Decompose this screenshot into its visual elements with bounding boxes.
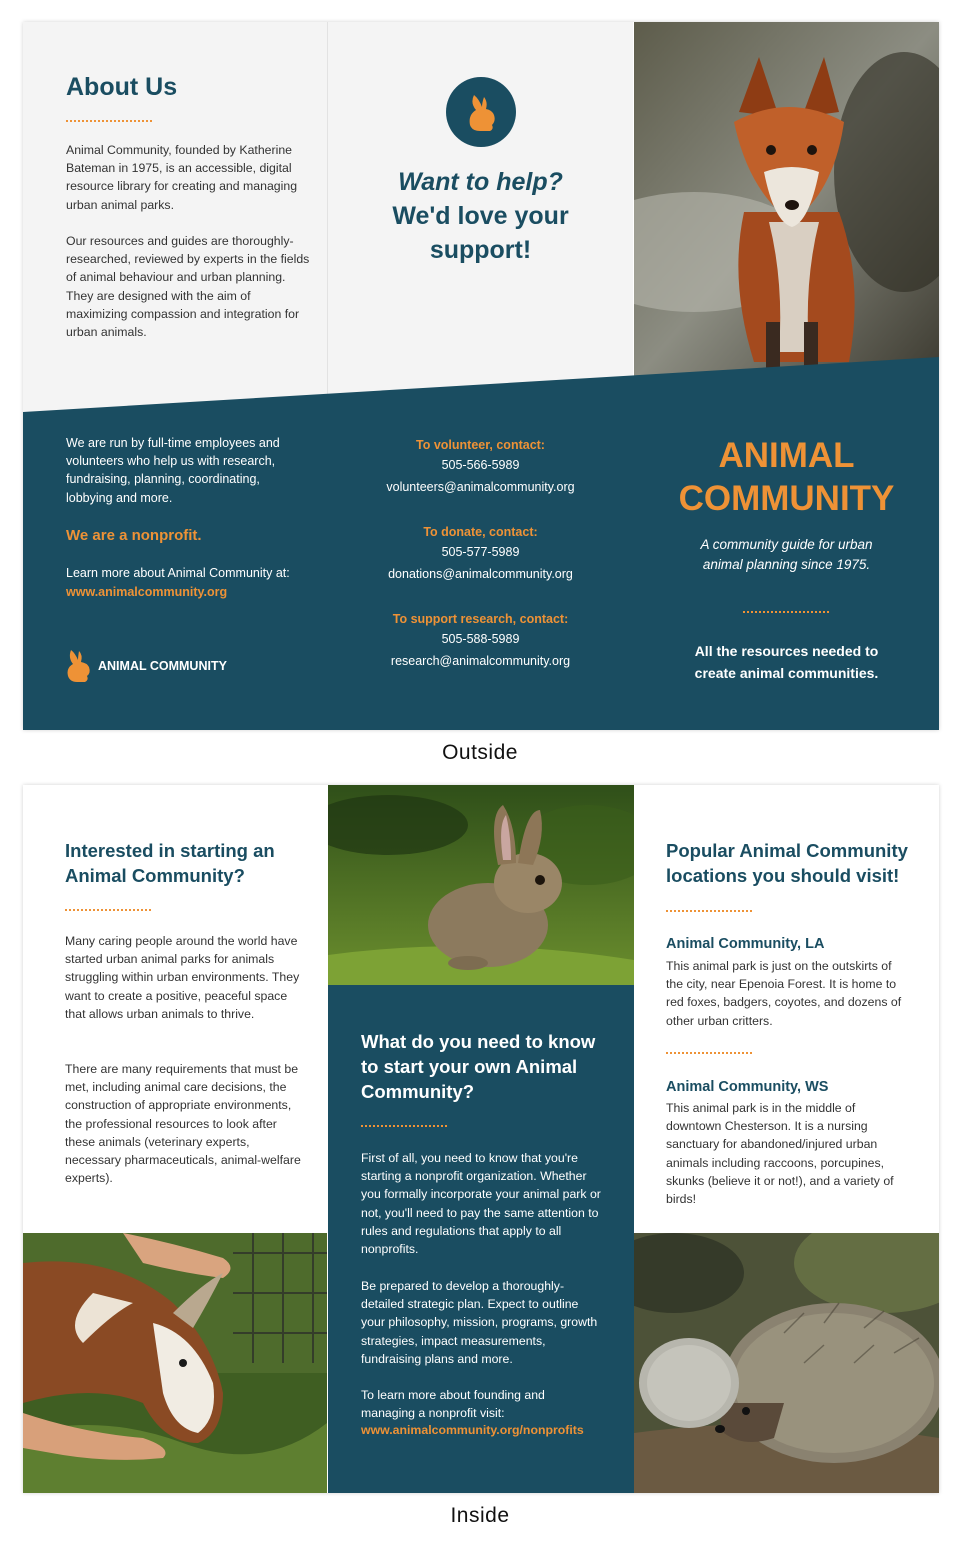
outside-label: Outside [442, 741, 518, 764]
contact-phone[interactable]: 505-577-5989 [441, 545, 520, 559]
cover-divider [743, 611, 829, 613]
contact-volunteer [328, 436, 633, 523]
logo-text: ANIMAL COMMUNITY [98, 659, 227, 673]
contact-email[interactable]: volunteers@animalcommunity.org [386, 480, 575, 494]
help-line-1: Want to help? [398, 168, 563, 196]
hedgehog-photo [634, 1233, 939, 1493]
brochure-outside [23, 22, 939, 730]
rabbit-photo [328, 785, 634, 985]
rabbit-icon [63, 648, 93, 684]
location-name-la: Animal Community, LA [666, 936, 825, 952]
location-divider [666, 1052, 752, 1054]
popular-heading: Popular Animal Community locations you should visit! [666, 840, 908, 886]
location-name-ws: Animal Community, WS [666, 1079, 829, 1095]
nonprofit-text: We are a nonprofit. [66, 527, 202, 544]
inside-label: Inside [450, 1504, 510, 1527]
location-text-ws: This animal park is in the middle of downtown Chesterson. It is a nursing sanctuary for abandoned/injured urban animals including raccoons, porcupines, skunks (believe it or not!), and a variety of birds! [666, 1101, 894, 1207]
interested-paragraph-2: There are many requirements that must be met, including animal care decisions, the construction of appropriate environments, the professional resources to look after these animals (veterinary experts, necessary pharmaceuticals, animal-welfare experts). [65, 1062, 301, 1186]
about-heading: About Us [66, 73, 178, 101]
nonprofit-link[interactable]: www.animalcommunity.org/nonprofits [361, 1423, 584, 1437]
cover-title [634, 434, 939, 520]
cover-resources: All the resources needed to create animal communities. [694, 643, 879, 681]
contact-phone[interactable]: 505-566-5989 [441, 458, 520, 472]
contact-title: To volunteer, contact: [416, 438, 545, 452]
fox-photo [634, 22, 939, 382]
contact-title: To support research, contact: [392, 612, 569, 626]
website-link[interactable]: www.animalcommunity.org [66, 585, 228, 599]
help-message [328, 165, 633, 267]
need-divider [361, 1125, 447, 1127]
goat-photo [23, 1233, 327, 1493]
about-divider [66, 120, 152, 122]
about-paragraph-2: Our resources and guides are thoroughly-researched, reviewed by experts in the fields of animal behaviour and urban planning. They are designed with the aim of maximizing compassion and integration for urban animals. [66, 234, 310, 340]
popular-divider [666, 910, 752, 912]
help-line-3: support! [429, 236, 532, 264]
cover-tagline: A community guide for urban animal planning since 1975. [700, 537, 873, 572]
need-paragraph-2: Be prepared to develop a thoroughly-detailed strategic plan. Expect to outline your philosophy, mission, programs, growth strategies, impact measurements, fundraising plans and more. [361, 1279, 598, 1366]
interested-divider [65, 909, 151, 911]
contact-phone[interactable]: 505-588-5989 [441, 632, 520, 646]
learn-more-text: Learn more about Animal Community at: [66, 566, 290, 580]
need-paragraph-3: To learn more about founding and managing a nonprofit visit: [361, 1388, 545, 1421]
location-text-la: This animal park is just on the outskirts of the city, near Epenoia Forest. It is home to red foxes, badgers, coyotes, and dozens of other urban critters. [666, 959, 902, 1028]
contact-title: To donate, contact: [423, 525, 538, 539]
brochure-inside [23, 785, 939, 1493]
contact-research [328, 610, 633, 697]
rabbit-icon [446, 77, 516, 147]
about-paragraph-1: Animal Community, founded by Katherine Bateman in 1975, is an accessible, digital resource library for creating and managing urban animal parks. [66, 143, 298, 212]
interested-heading: Interested in starting an Animal Community? [65, 840, 275, 886]
contact-donate [328, 523, 633, 610]
need-heading: What do you need to know to start your own Animal Community? [361, 1031, 596, 1102]
help-line-2: We'd love your [392, 202, 569, 230]
rabbit-logo-badge [446, 77, 516, 147]
staff-text: We are run by full-time employees and volunteers who help us with research, fundraising, planning, coordinating, lobbying and more. [66, 436, 280, 505]
cover-title-line-1: ANIMAL [718, 436, 855, 475]
interested-paragraph-1: Many caring people around the world have started urban animal parks for animals struggling within urban environments. They want to create a positive, peaceful space that allows urban animals to thrive. [65, 934, 300, 1021]
need-paragraph-1: First of all, you need to know that you're starting a nonprofit organization. Whether you formally incorporate your animal park or not, you'll need to pay the same attention to rules and regulations that apply to all nonprofits. [361, 1151, 601, 1257]
contact-email[interactable]: donations@animalcommunity.org [388, 567, 573, 581]
contact-email[interactable]: research@animalcommunity.org [390, 654, 571, 668]
contact-list [328, 436, 633, 697]
cover-title-line-2: COMMUNITY [678, 479, 895, 518]
